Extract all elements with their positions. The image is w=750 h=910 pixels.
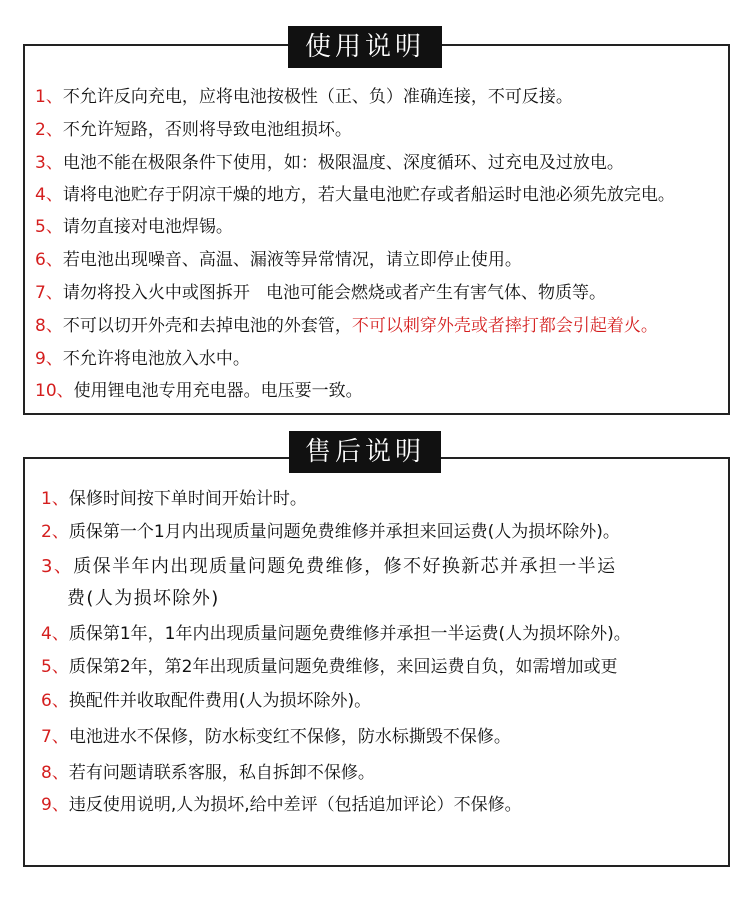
item-text: 电池不能在极限条件下使用，如：极限温度、深度循环、过充电及过放电。	[62, 153, 624, 173]
usage-item-9	[35, 344, 250, 369]
usage-item-10	[35, 376, 363, 401]
item-number: 2、	[35, 120, 63, 140]
item-text: 质保半年内出现质量问题免费维修，修不好换新芯并承担一半运	[73, 556, 617, 577]
aftersales-item-6	[41, 686, 371, 711]
item-number: 5、	[35, 217, 63, 237]
item-text: 质保第2年，第2年出现质量问题免费维修，来回运费自负，如需增加或更	[68, 657, 618, 677]
aftersales-item-4	[41, 619, 631, 644]
item-number: 9、	[35, 349, 63, 369]
aftersales-item-5	[41, 652, 617, 677]
usage-item-5	[35, 212, 233, 237]
item-number: 8、	[41, 763, 69, 783]
aftersales-item-3-continued: 费(人为损坏除外)	[67, 588, 220, 609]
item-text: 请勿将投入火中或图拆开 电池可能会燃烧或者产生有害气体、物质等。	[62, 283, 607, 303]
item-number: 5、	[41, 657, 69, 677]
item-text: 质保第1年，1年内出现质量问题免费维修并承担一半运费(人为损坏除外)。	[68, 624, 631, 644]
item-number: 6、	[35, 250, 63, 270]
item-text: 违反使用说明,人为损坏,给中差评（包括追加评论）不保修。	[68, 795, 522, 815]
item-text: 请勿直接对电池焊锡。	[62, 217, 233, 237]
item-number: 7、	[41, 727, 69, 747]
aftersales-panel	[23, 457, 730, 867]
usage-item-4	[35, 180, 675, 205]
item-number: 7、	[35, 283, 63, 303]
item-text: 不允许将电池放入水中。	[62, 349, 250, 369]
item-number: 1、	[41, 489, 69, 509]
item-number: 10、	[35, 381, 74, 401]
item-number: 3、	[41, 556, 74, 577]
item-number: 1、	[35, 87, 63, 107]
usage-item-8	[35, 311, 658, 336]
usage-item-1	[35, 82, 573, 107]
usage-item-2	[35, 115, 352, 140]
item-number: 2、	[41, 522, 69, 542]
item-number: 3、	[35, 153, 63, 173]
item-text: 不允许短路，否则将导致电池组损坏。	[62, 120, 352, 140]
item-text: 请将电池贮存于阴凉干燥的地方，若大量电池贮存或者船运时电池必须先放完电。	[62, 185, 675, 205]
item-number: 9、	[41, 795, 69, 815]
item-number: 6、	[41, 691, 69, 711]
usage-item-7	[35, 278, 606, 303]
usage-panel	[23, 44, 730, 415]
item-text: 不可以切开外壳和去掉电池的外套管，	[62, 316, 352, 336]
item-text: 若有问题请联系客服，私自拆卸不保修。	[68, 763, 375, 783]
aftersales-item-8	[41, 758, 375, 783]
aftersales-item-2	[41, 517, 620, 542]
item-number: 4、	[35, 185, 63, 205]
item-text: 换配件并收取配件费用(人为损坏除外)。	[68, 691, 372, 711]
item-text: 质保第一个1月内出现质量问题免费维修并承担来回运费(人为损坏除外)。	[68, 522, 620, 542]
item-text: 电池进水不保修，防水标变红不保修，防水标撕毁不保修。	[68, 727, 511, 747]
item-text: 保修时间按下单时间开始计时。	[68, 489, 307, 509]
item-text: 使用锂电池专用充电器。电压要一致。	[73, 381, 363, 401]
aftersales-item-7	[41, 722, 511, 747]
aftersales-item-1	[41, 484, 307, 509]
item-number: 4、	[41, 624, 69, 644]
fire-warning-text: 不可以刺穿外壳或者摔打都会引起着火。	[351, 316, 658, 336]
aftersales-title: 售后说明	[289, 431, 441, 473]
usage-item-3	[35, 148, 624, 173]
item-number: 8、	[35, 316, 63, 336]
item-text: 不允许反向充电，应将电池按极性（正、负）准确连接，不可反接。	[62, 87, 573, 107]
item-text: 若电池出现噪音、高温、漏液等异常情况，请立即停止使用。	[62, 250, 522, 270]
aftersales-item-9	[41, 790, 522, 815]
usage-title: 使用说明	[288, 26, 442, 68]
aftersales-item-3	[41, 552, 616, 578]
usage-item-6	[35, 245, 522, 270]
